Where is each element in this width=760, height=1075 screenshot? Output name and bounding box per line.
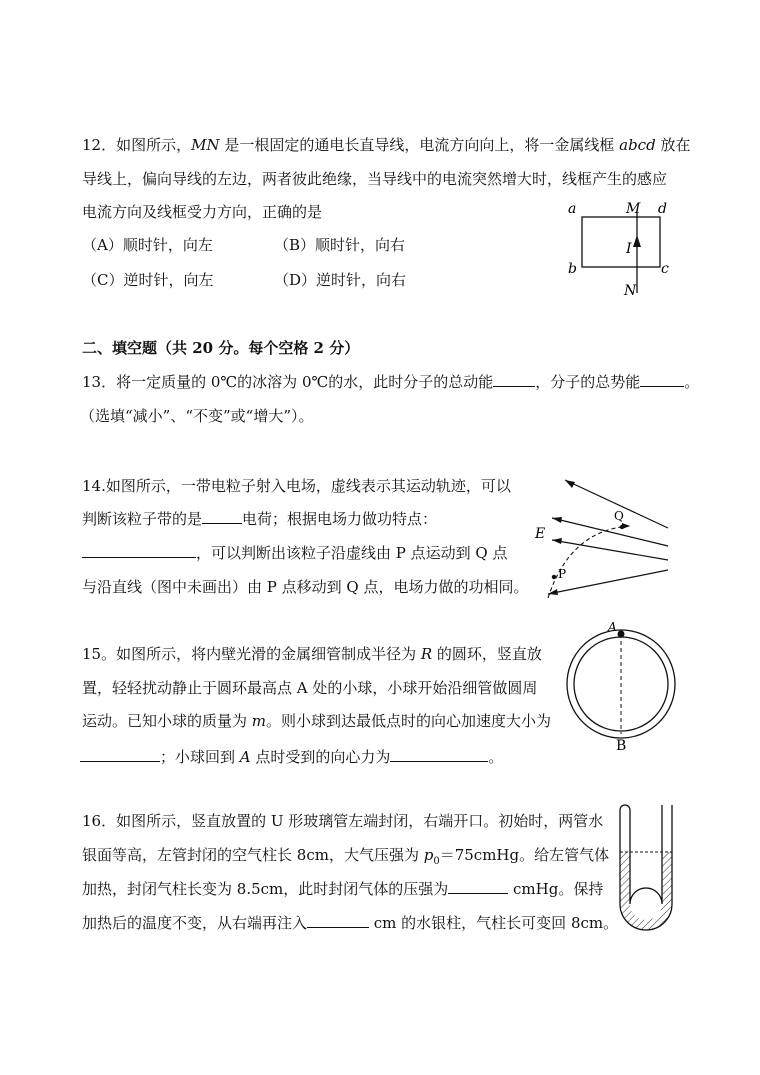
q15-line1 <box>82 644 542 664</box>
q15-ring-figure <box>560 618 680 750</box>
q16-p-sub: 0 <box>433 856 440 867</box>
fig12-label-b: b <box>568 261 577 277</box>
q15-blank-2[interactable] <box>390 747 488 762</box>
q16-blank-2[interactable] <box>307 913 369 928</box>
q14-line4: 与沿直线（图中未画出）由 P 点移动到 Q 点，电场力做的功相同。 <box>82 578 529 596</box>
q13-blank-1[interactable] <box>493 372 535 387</box>
q12-option-a: （A）顺时针，向左 <box>82 236 213 254</box>
q12-option-c: （C）逆时针，向左 <box>82 271 214 289</box>
q15-line3 <box>82 711 551 731</box>
q16-text: 加热后的温度不变，从右端再注入 <box>82 914 308 932</box>
fig14-label-p: P <box>558 567 567 581</box>
q16-p: p <box>423 846 434 864</box>
q13-text: 13．将一定质量的 0℃的冰溶为 0℃的水，此时分子的总动能 <box>82 373 494 391</box>
q16-text: 银面等高，左管封闭的空气柱长 8cm，大气压强为 <box>82 846 424 864</box>
q16-text: cmHg。保持 <box>508 880 604 898</box>
fig12-label-c: c <box>661 261 669 277</box>
q15-a: A <box>239 748 251 766</box>
fig12-label-d: d <box>658 201 667 217</box>
q15-text: 点时受到的向心力为 <box>250 748 391 766</box>
q14-text: 电荷；根据电场力做功特点： <box>242 510 438 528</box>
q15-text: 15。如图所示，将内壁光滑的金属细管制成半径为 <box>82 645 421 663</box>
q14-blank-1[interactable] <box>202 509 242 524</box>
q14-blank-2[interactable] <box>82 543 196 558</box>
q16-text: cm 的水银柱，气柱长可变回 8cm。 <box>369 914 619 932</box>
q12-line3: 电流方向及线框受力方向，正确的是 <box>82 203 323 221</box>
q15-blank-1[interactable] <box>80 747 160 762</box>
q14-line1: 14.如图所示，一带电粒子射入电场，虚线表示其运动轨迹，可以 <box>82 477 511 495</box>
q14-text: 判断该粒子带的是 <box>82 510 203 528</box>
q16-text: 加热，封闭气柱长变为 8.5cm，此时封闭气体的压强为 <box>82 880 449 898</box>
q16-text: ＝75cmHg。给左管气体 <box>439 846 610 864</box>
fig14-label-e: E <box>535 526 546 542</box>
q14-line3 <box>82 543 507 563</box>
q16-line2 <box>82 845 609 872</box>
q15-line2: 置，轻轻扰动静止于圆环最高点 A 处的小球，小球开始沿细管做圆周 <box>82 679 538 697</box>
q12-option-d: （D）逆时针，向右 <box>274 271 407 289</box>
q12-abcd: abcd <box>619 136 656 154</box>
q15-m: m <box>251 712 267 730</box>
q16-line1: 16．如图所示，竖直放置的 U 形玻璃管左端封闭，右端开口。初始时，两管水 <box>82 812 604 830</box>
fig12-label-i: I <box>626 241 632 257</box>
q15-line4 <box>80 747 503 767</box>
q12-mn: MN <box>191 136 220 154</box>
q13-line2: （选填“减小”、“不变”或“增大”）。 <box>80 407 314 425</box>
q15-text: 运动。已知小球的质量为 <box>82 712 252 730</box>
q12-option-b: （B）顺时针，向右 <box>274 236 406 254</box>
q15-text: 的圆环，竖直放 <box>432 645 542 663</box>
q13-text: ，分子的总势能 <box>535 373 641 391</box>
q16-line3 <box>82 879 603 899</box>
q15-r: R <box>420 645 433 663</box>
fig15-label-b: B <box>616 738 627 750</box>
q12-text: 是一根固定的通电长直导线，电流方向向上，将一金属线框 <box>219 136 620 154</box>
q12-wire-frame-figure <box>560 195 680 300</box>
q16-line4 <box>82 913 618 933</box>
q13-blank-2[interactable] <box>640 372 684 387</box>
q14-text: ，可以判断出该粒子沿虚线由 P 点运动到 Q 点 <box>196 544 508 562</box>
fig12-label-a: a <box>568 201 577 217</box>
fig15-label-a: A <box>608 620 617 634</box>
q15-text: 。 <box>488 748 504 766</box>
fig12-label-n: N <box>624 283 637 299</box>
q12-line2: 导线上，偏向导线的左边，两者彼此绝缘，当导线中的电流突然增大时，线框产生的感应 <box>82 170 668 188</box>
q14-line2 <box>82 509 437 529</box>
q16-blank-1[interactable] <box>448 879 508 894</box>
q13-text: 。 <box>684 373 700 391</box>
q15-text: 。则小球到达最低点时的向心加速度大小为 <box>266 712 552 730</box>
q12-text: 放在 <box>655 136 691 154</box>
q13-line1 <box>82 372 699 392</box>
q14-electric-field-figure <box>530 470 675 605</box>
fig12-label-m: M <box>626 201 641 217</box>
q12-text: 12．如图所示， <box>82 136 192 154</box>
fig14-label-q: Q <box>614 509 624 523</box>
q15-text: ；小球回到 <box>160 748 240 766</box>
q16-u-tube-figure <box>608 800 680 940</box>
section-heading: 二、填空题（共 20 分。每个空格 2 分） <box>82 339 360 357</box>
q12-line1 <box>82 135 690 155</box>
